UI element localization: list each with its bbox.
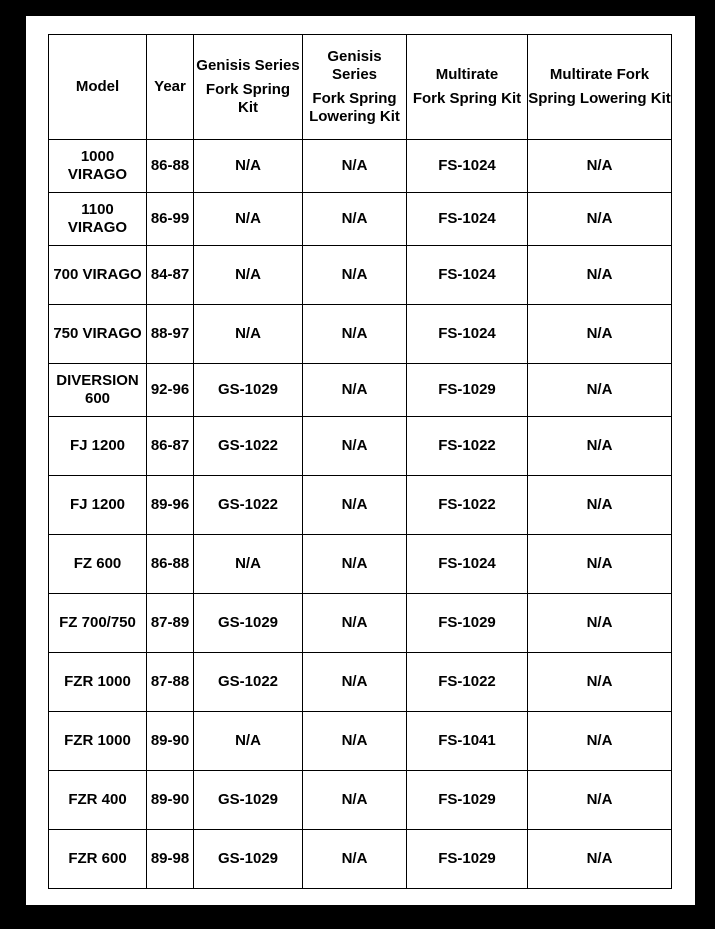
cell-model <box>49 305 147 364</box>
cell-genisis-lowering: N/A <box>303 653 407 712</box>
cell-genisis-kit: N/A <box>194 246 303 305</box>
table-row <box>49 771 672 830</box>
table-row <box>49 476 672 535</box>
cell-model <box>49 712 147 771</box>
table-row <box>49 594 672 653</box>
cell-year: 87-88 <box>147 653 194 712</box>
header-genisis-lowering-line2: Fork Spring Lowering Kit <box>309 90 400 125</box>
cell-model <box>49 140 147 193</box>
header-genisis-lowering-line1: Genisis Series <box>327 48 382 83</box>
header-multirate-lowering <box>528 35 672 140</box>
table-row <box>49 305 672 364</box>
cell-genisis-lowering: N/A <box>303 364 407 417</box>
cell-model <box>49 193 147 246</box>
header-year-label: Year <box>154 78 186 95</box>
cell-genisis-kit: GS-1022 <box>194 417 303 476</box>
cell-model-line: FZ 700/750 <box>59 614 136 631</box>
cell-model-line: 700 VIRAGO <box>53 266 142 283</box>
header-genisis-kit-line2: Fork Spring Kit <box>205 81 291 116</box>
cell-model <box>49 830 147 889</box>
table-row <box>49 246 672 305</box>
cell-model <box>49 653 147 712</box>
cell-genisis-lowering: N/A <box>303 305 407 364</box>
cell-model-line: FZR 600 <box>68 850 127 867</box>
cell-multirate-kit: FS-1022 <box>407 476 528 535</box>
cell-genisis-lowering: N/A <box>303 535 407 594</box>
cell-multirate-kit: FS-1029 <box>407 594 528 653</box>
cell-multirate-lowering: N/A <box>528 771 672 830</box>
table-row <box>49 140 672 193</box>
header-multirate-kit-line2: Fork Spring Kit <box>412 90 522 107</box>
cell-genisis-lowering: N/A <box>303 594 407 653</box>
table-row <box>49 417 672 476</box>
cell-genisis-lowering: N/A <box>303 140 407 193</box>
document-page <box>26 16 695 905</box>
cell-genisis-lowering: N/A <box>303 771 407 830</box>
cell-year: 89-96 <box>147 476 194 535</box>
cell-multirate-kit: FS-1024 <box>407 535 528 594</box>
table-header-row <box>49 35 672 140</box>
cell-year: 89-90 <box>147 771 194 830</box>
cell-genisis-lowering: N/A <box>303 246 407 305</box>
cell-multirate-lowering: N/A <box>528 653 672 712</box>
cell-model-line: 750 VIRAGO <box>53 325 142 342</box>
cell-year: 86-87 <box>147 417 194 476</box>
cell-genisis-kit: GS-1029 <box>194 771 303 830</box>
cell-genisis-kit: N/A <box>194 140 303 193</box>
fork-spring-table <box>48 34 672 889</box>
cell-model-line: FZR 1000 <box>64 732 131 749</box>
cell-multirate-lowering: N/A <box>528 193 672 246</box>
cell-model-line: DIVERSION <box>56 372 139 389</box>
cell-year: 84-87 <box>147 246 194 305</box>
cell-multirate-kit: FS-1024 <box>407 246 528 305</box>
table-row <box>49 364 672 417</box>
cell-multirate-lowering: N/A <box>528 364 672 417</box>
cell-genisis-lowering: N/A <box>303 712 407 771</box>
cell-multirate-kit: FS-1022 <box>407 417 528 476</box>
cell-model <box>49 246 147 305</box>
cell-year: 86-88 <box>147 140 194 193</box>
cell-model-line: FJ 1200 <box>69 437 126 454</box>
cell-genisis-lowering: N/A <box>303 193 407 246</box>
cell-multirate-lowering: N/A <box>528 305 672 364</box>
cell-multirate-kit: FS-1029 <box>407 771 528 830</box>
cell-year: 89-90 <box>147 712 194 771</box>
cell-multirate-lowering: N/A <box>528 246 672 305</box>
table-row <box>49 193 672 246</box>
header-genisis-kit-line1: Genisis Series <box>196 57 300 74</box>
cell-multirate-lowering: N/A <box>528 140 672 193</box>
cell-genisis-kit: GS-1022 <box>194 653 303 712</box>
cell-multirate-lowering: N/A <box>528 417 672 476</box>
cell-genisis-kit: N/A <box>194 193 303 246</box>
table-row <box>49 653 672 712</box>
cell-model <box>49 476 147 535</box>
cell-model <box>49 535 147 594</box>
header-year <box>147 35 194 140</box>
cell-model-line: FZ 600 <box>73 555 122 572</box>
cell-multirate-kit: FS-1022 <box>407 653 528 712</box>
cell-multirate-lowering: N/A <box>528 830 672 889</box>
header-multirate-lowering-line1: Multirate Fork <box>549 66 650 83</box>
cell-year: 86-99 <box>147 193 194 246</box>
cell-genisis-kit: GS-1022 <box>194 476 303 535</box>
cell-year: 88-97 <box>147 305 194 364</box>
cell-genisis-lowering: N/A <box>303 476 407 535</box>
cell-genisis-kit: N/A <box>194 305 303 364</box>
table-row <box>49 535 672 594</box>
cell-multirate-kit: FS-1029 <box>407 364 528 417</box>
cell-multirate-lowering: N/A <box>528 594 672 653</box>
header-genisis-kit <box>194 35 303 140</box>
cell-model <box>49 594 147 653</box>
cell-year: 89-98 <box>147 830 194 889</box>
cell-model-line: FJ 1200 <box>69 496 126 513</box>
cell-genisis-kit: GS-1029 <box>194 830 303 889</box>
cell-model-line: VIRAGO <box>67 219 128 236</box>
cell-genisis-kit: N/A <box>194 712 303 771</box>
cell-genisis-lowering: N/A <box>303 830 407 889</box>
cell-model-line: 1100 <box>81 201 114 218</box>
cell-year: 92-96 <box>147 364 194 417</box>
table-row <box>49 712 672 771</box>
cell-model-line: FZR 400 <box>68 791 127 808</box>
cell-multirate-lowering: N/A <box>528 535 672 594</box>
cell-year: 87-89 <box>147 594 194 653</box>
cell-year: 86-88 <box>147 535 194 594</box>
cell-genisis-lowering: N/A <box>303 417 407 476</box>
cell-model <box>49 364 147 417</box>
cell-model-line: 1000 <box>80 148 115 165</box>
header-multirate-kit-line1: Multirate <box>435 66 499 83</box>
cell-multirate-kit: FS-1041 <box>407 712 528 771</box>
header-genisis-lowering <box>303 35 407 140</box>
cell-model-line: 600 <box>84 390 111 407</box>
cell-model-line: FZR 1000 <box>64 673 131 690</box>
header-multirate-kit <box>407 35 528 140</box>
cell-model-line: VIRAGO <box>67 166 128 183</box>
cell-multirate-kit: FS-1029 <box>407 830 528 889</box>
table-row <box>49 830 672 889</box>
cell-multirate-kit: FS-1024 <box>407 140 528 193</box>
cell-genisis-kit: GS-1029 <box>194 594 303 653</box>
header-multirate-lowering-line2: Spring Lowering Kit <box>528 90 671 107</box>
cell-genisis-kit: GS-1029 <box>194 364 303 417</box>
cell-multirate-lowering: N/A <box>528 712 672 771</box>
header-model-label: Model <box>75 78 120 95</box>
cell-model <box>49 417 147 476</box>
header-model <box>49 35 147 140</box>
cell-multirate-lowering: N/A <box>528 476 672 535</box>
cell-genisis-kit: N/A <box>194 535 303 594</box>
cell-model <box>49 771 147 830</box>
cell-multirate-kit: FS-1024 <box>407 193 528 246</box>
cell-multirate-kit: FS-1024 <box>407 305 528 364</box>
